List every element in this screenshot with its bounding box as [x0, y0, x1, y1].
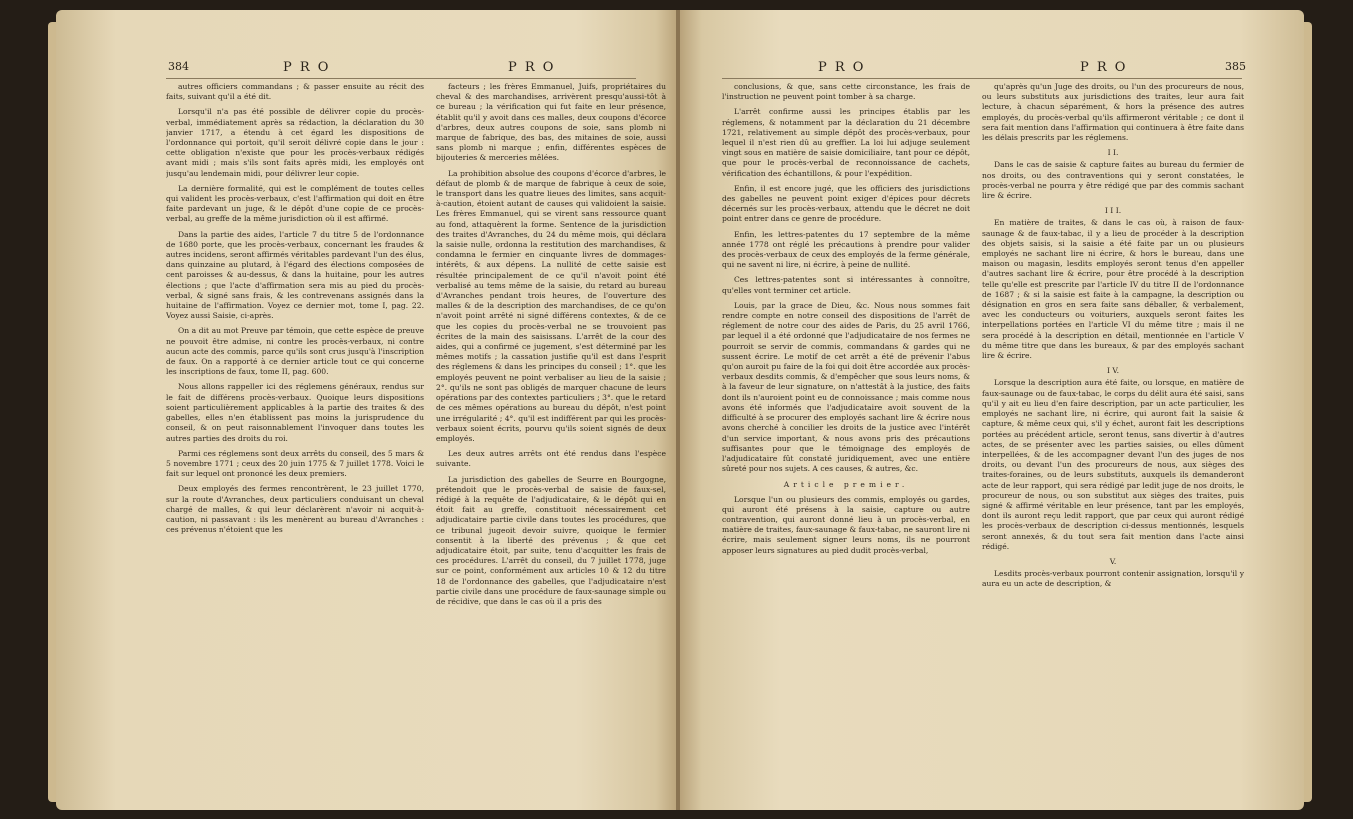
- left-running-head-center: P R O: [508, 60, 556, 75]
- left-page: [56, 10, 678, 810]
- left-column-2: [436, 82, 666, 802]
- right-running-head-center: P R O: [818, 60, 866, 75]
- paragraph: Deux employés des fermes rencontrèrent, le 23 juillet 1770, sur la route d'Avranches, deux particuliers conduisant un cheval chargé de malles, & qui leur déclarèrent n'avoir ni acquit-à-caution, ni passavant : ils les menèrent au bureau d'Avranches : ces prévenus n'étoient que les: [166, 484, 424, 535]
- paragraph: La prohibition absolue des coupons d'écorce d'arbres, le défaut de plomb & de marque de fabrique à ceux de soie, le transport dans les quatre lieues des limites, sans acquit-à-caution, étoient autant de causes qui validoient la saisie. Les frères Emmanuel, qui se virent sans ressource quant au fond, attaquèrent la forme. Sentence de la jurisdiction des traites d'Avranches, du 24 du même mois, qui déclara la saisie nulle, ordonna la restitution des marchandises, & condamna le fermier en cinquante livres de dommages-intérêts, & aux dépens. La nullité de cette saisie est résultée principalement de ce qu'il n'avoit point été verbalisé au tems même de la saisie, du retard au bureau d'Avranches pendant trois heures, de l'ouverture des malles & de la description des marchandises, de ce qu'on n'avoit point arrêté ni signé différens contextes, & de ce que les copies du procès-verbal ne se trouvoient pas écrites de la main des saisissans. L'arrêt de la cour des aides, qui a confirmé ce jugement, s'est déterminé par les mêmes motifs ; la cassation justifie qu'il est dans l'esprit des réglemens & dans les principes du conseil ; 1°. que les employés peuvent ne point verbaliser au lieu de la saisie ; 2°. qu'ils ne sont pas obligés de marquer chacune de leurs opérations par des contextes particuliers ; 3°. que le retard de ces mêmes opérations au bureau du dépôt, n'est point une irrégularité ; 4°. qu'il est indifférent par qui les procès-verbaux soient écrits, pourvu qu'ils soient signés de deux employés.: [436, 168, 666, 443]
- left-column-1: [166, 82, 424, 802]
- paragraph: autres officiers commandans ; & passer ensuite au récit des faits, suivant qu'il a été dit.: [166, 82, 424, 102]
- paragraph: Enfin, les lettres-patentes du 17 septembre de la même année 1778 ont réglé les précautions à prendre pour valider des procès-verbaux de ceux des employés de la ferme générale, qui ne savent ni lire, ni écrire, à peine de nullité.: [722, 229, 970, 270]
- right-column-2: [982, 82, 1244, 802]
- paragraph: Louis, par la grace de Dieu, &c. Nous nous sommes fait rendre compte en notre conseil des dispositions de l'arrêt de réglement de notre cour des aides de Paris, du 25 avril 1766, par lequel il a été ordonné que l'adjudicataire de nos fermes ne pourroit se servir de commis, commandans & gardes qui ne sussent écrire. Le motif de cet arrêt a été de prévenir l'abus qu'on auroit pu faire de la foi qui doit être accordée aux procès-verbaux desdits commis, & d'empêcher que sous leurs noms, & à la faveur de leur signature, on n'attestât à la justice, des faits dont ils n'auroient point eu de connoissance ; mais comme nous avons été informés que l'adjudicataire avoit souvent de la difficulté à se procurer des employés sachant lire & écrire nous avons cherché à concilier les droits de la justice avec l'intérêt d'un service important, & nous avons pris des précautions suffisantes pour que le témoignage des employés de l'adjudicataire fût constaté juridiquement, avec une entière sûreté pour nos sujets. A ces causes, & autres, &c.: [722, 300, 970, 474]
- left-running-head: P R O: [283, 60, 331, 75]
- paragraph: Lesdits procès-verbaux pourront contenir assignation, lorsqu'il y aura eu un acte de description, &: [982, 569, 1244, 589]
- article-heading: Article premier.: [783, 480, 909, 490]
- paragraph: En matière de traites, & dans le cas où, à raison de faux-saunage & de faux-tabac, il y a lieu de procéder à la description des objets saisis, si la saisie a été faite par un ou plusieurs employés ne sachant lire ni écrire, & hors le bureau, dans une maison ou magasin, lesdits employés seront tenus d'en appeller d'autres sachant lire & écrire, pour être procédé à la description telle qu'elle est prescrite par l'article IV du titre II de l'ordonnance de 1687 ; & si la saisie est faite à la campagne, la description ou désignation en gros en sera faite sans déballer, & verbalement, avec les conducteurs ou voituriers, auxquels seront faites les interpellations portées en l'article VI du même titre ; mais il ne sera procédé à la description en détail, mentionnée en l'article V du même titre que dans les bureaux, & par des employés sachant lire & écrire.: [982, 218, 1244, 361]
- paragraph: Lorsque l'un ou plusieurs des commis, employés ou gardes, qui auront été présens à la saisie, capture ou autre contravention, qui auront donné lieu à un procès-verbal, en matière de traites, faux-saunage & faux-tabac, ne sauront lire ni écrire, mais seulement signer leurs noms, ils ne pourront apposer leurs signatures au pied dudit procès-verbal,: [722, 494, 970, 555]
- paragraph: Lorsqu'il n'a pas été possible de délivrer copie du procès-verbal, immédiatement après sa rédaction, la déclaration du 30 janvier 1717, a étendu à cet égard les dispositions de l'ordonnance qui portoit, qu'il seroit délivré copie dans le jour : cette obligation n'existe que pour les procès-verbaux rédigés avant midi ; mais s'ils sont faits après midi, les employés ont jusqu'au lendemain midi, pour délivrer leur copie.: [166, 107, 424, 178]
- paragraph: Nous allons rappeller ici des réglemens généraux, rendus sur le fait de différens procès-verbaux. Quoique leurs dispositions soient particulièrement applicables à la partie des traites & des gabelles, elles n'en établissent pas moins la jurisprudence du conseil, & on peut raisonnablement l'invoquer dans toutes les autres parties des droits du roi.: [166, 382, 424, 443]
- left-page-number: 384: [168, 60, 189, 73]
- paragraph: Enfin, il est encore jugé, que les officiers des jurisdictions des gabelles ne peuvent point exiger d'épices pour décrets décernés sur les procès-verbaux, attendu que le décret ne doit point entrer dans ce genre de procédure.: [722, 183, 970, 224]
- paragraph: Dans le cas de saisie & capture faites au bureau du fermier de nos droits, ou des contraventions qui y seront constatées, le procès-verbal ne pourra y être rédigé que par des commis sachant lire & écrire.: [982, 160, 1244, 201]
- paragraph: La dernière formalité, qui est le complément de toutes celles qui valident les procès-verbaux, c'est l'affirmation qui doit en être faite pardevant un juge, & le dépôt d'une copie de ce procès-verbal, au greffe de la même jurisdiction où il est affirmé.: [166, 183, 424, 224]
- right-column-1: [722, 82, 970, 802]
- open-book: [56, 10, 1304, 810]
- paragraph: L'arrêt confirme aussi les principes établis par les réglemens, & notamment par la déclaration du 21 décembre 1721, relativement au simple dépôt des procès-verbaux, pour lequel il n'est rien dû au greffier. La loi lui adjuge seulement vingt sous en matière de saisie domiciliaire, tant pour ce dépôt, que pour le procès-verbal de reconnoissance de cachets, vérification des échantillons, & pour l'expédition.: [722, 107, 970, 178]
- left-header-rule: [166, 78, 636, 79]
- article-number: I I.: [1107, 148, 1119, 158]
- article-number: V.: [1109, 556, 1117, 566]
- paragraph: Ces lettres-patentes sont si intéressantes à connoître, qu'elles vont terminer cet article.: [722, 275, 970, 295]
- right-running-head: P R O: [1080, 60, 1128, 75]
- paragraph: Parmi ces réglemens sont deux arrêts du conseil, des 5 mars & 5 novembre 1771 ; ceux des 20 juin 1775 & 7 juillet 1778. Voici le fait sur lequel ont prononcé les deux premiers.: [166, 448, 424, 479]
- paragraph: La jurisdiction des gabelles de Seurre en Bourgogne, prétendoit que le procès-verbal de saisie de faux-sel, rédigé à la requête de l'adjudicataire, & le dépôt qui en étoit fait au greffe, constituoit nécessairement cet adjudicataire partie civile dans toutes les procédures, que ce tribunal jugeoit devoir suivre, quoique le fermier consentit à la liberté des prévenus ; & que cet adjudicataire étoit, par suite, tenu d'acquitter les frais de ces procédures. L'arrêt du conseil, du 7 juillet 1778, juge sur ce point, conformément aux articles 10 & 12 du titre 18 de l'ordonnance des gabelles, que l'adjudicataire n'est partie civile dans une procédure de faux-saunage simple ou de récidive, que dans le cas où il a pris des: [436, 474, 666, 606]
- article-number: I V.: [1107, 366, 1119, 376]
- paragraph: Les deux autres arrêts ont été rendus dans l'espèce suivante.: [436, 449, 666, 469]
- paragraph: Lorsque la description aura été faite, ou lorsque, en matière de faux-saunage ou de faux-tabac, le corps du délit aura été saisi, sans qu'il y ait eu lieu d'en faire description, par un acte particulier, les employés ne sachant lire, ni écrire, qui auront fait la saisie & capture, & même ceux qui, s'il y échet, auront fait les descriptions portées au précédent article, seront tenus, sans divertir à d'autres actes, de se présenter avec les parties saisies, ou elles dûment interpellées, & de les accompagner devant l'un des juges de nos droits, ou devant l'un des procureurs de nous, aux sièges des traites-foraines, ou de leurs substituts, auxquels ils demanderont acte de leur rapport, qui sera rédigé par ledit juge de nos droits, le procureur de nous, ou son substitut aux sièges des traites, puis signé & affirmé véritable en leur présence, tant par les employés, dont ils auront reçu ledit rapport, que par ceux qui auront rédigé les procès-verbaux de description ci-dessus mentionnés, lesquels seront annexés, & du tout sera fait mention dans l'acte ainsi rédigé.: [982, 378, 1244, 551]
- paragraph: On a dit au mot Preuve par témoin, que cette espèce de preuve ne pouvoit être admise, ni contre les procès-verbaux, ni contre aucun acte des commis, parce qu'ils sont crus jusqu'à l'inscription de faux. On a rapporté à ce dernier article tout ce qui concerne les inscriptions de faux, tome II, pag. 600.: [166, 326, 424, 377]
- article-number: I I I.: [1104, 206, 1122, 216]
- paragraph: conclusions, & que, sans cette circonstance, les frais de l'instruction ne peuvent point tomber à sa charge.: [722, 82, 970, 102]
- paragraph: facteurs ; les frères Emmanuel, Juifs, propriétaires du cheval & des marchandises, arrivèrent presqu'aussi-tôt à ce bureau ; la vérification qui fut faite en leur présence, établit qu'il y avoit dans ces malles, deux coupons d'écorce d'arbres, deux autres coupons de soie, sans plomb ni marque de fabrique, des bas, des mitaines de soie, aussi sans plomb ni marque ; enfin, différentes espèces de bijouteries & merceries mêlées.: [436, 82, 666, 163]
- paragraph: qu'après qu'un Juge des droits, ou l'un des procureurs de nous, ou leurs substituts aux jurisdictions des traites, leur aura fait lecture, à chacun séparément, & hors la présence des autres employés, du procès-verbal qu'ils affirmeront véritable ; ce dont il sera fait mention dans l'affirmation qui continuera à être faite dans les délais prescrits par les réglemens.: [982, 82, 1244, 143]
- right-page-number: 385: [1225, 60, 1246, 73]
- right-page: [680, 10, 1304, 810]
- paragraph: Dans la partie des aides, l'article 7 du titre 5 de l'ordonnance de 1680 porte, que les procès-verbaux, concernant les fraudes & autres incidens, seront affirmés véritables pardevant l'un des élus, dans quinzaine au plutard, à l'égard des élections composées de cent paroisses & au-dessus, & dans la huitaine, pour les autres élections ; que l'acte d'affirmation sera mis au pied du procès-verbal, & signé sans frais, & les contrevenans assignés dans la huitaine de l'affirmation. Voyez ce dernier mot, tome I, pag. 22. Voyez aussi Saisie, ci-après.: [166, 229, 424, 321]
- right-header-rule: [722, 78, 1242, 79]
